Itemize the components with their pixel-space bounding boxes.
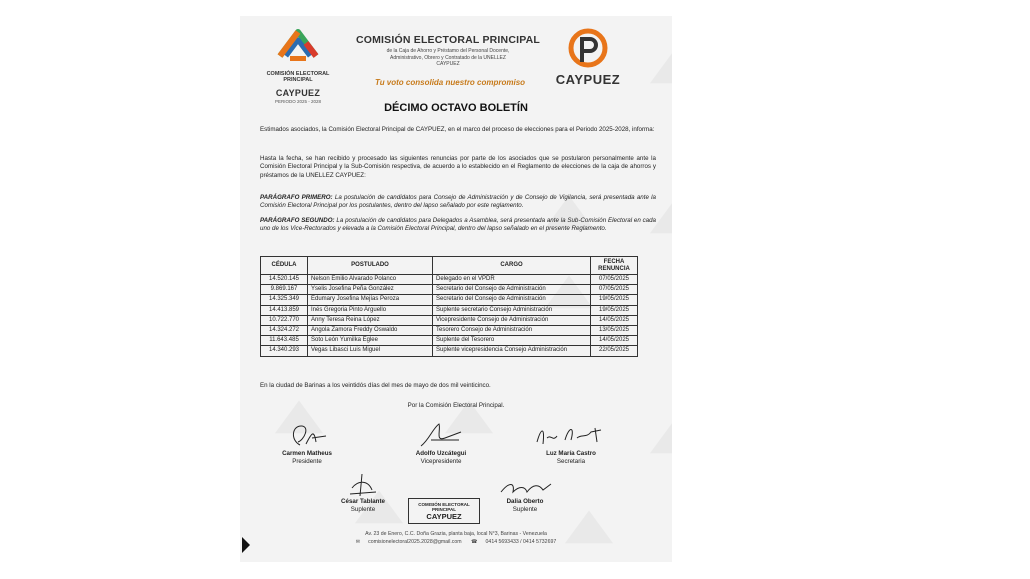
phone-icon: ☎ bbox=[471, 539, 478, 545]
official-stamp: COMISIÓN ELECTORAL PRINCIPAL CAYPUEZ bbox=[408, 498, 480, 524]
footer-contact bbox=[240, 538, 672, 546]
logo-period: PERIODO 2025 - 2028 bbox=[274, 99, 322, 104]
watermark-logo bbox=[645, 416, 672, 456]
table-cell: 14/05/2025 bbox=[591, 336, 638, 346]
column-header: POSTULADO bbox=[308, 257, 433, 275]
table-cell: 07/05/2025 bbox=[591, 275, 638, 285]
table-cell: 14/05/2025 bbox=[591, 315, 638, 325]
table-cell: Secretario del Consejo de Administración bbox=[433, 285, 591, 295]
handwritten-signature bbox=[531, 420, 611, 450]
table-cell: 13/05/2025 bbox=[591, 325, 638, 335]
signature-block: Luz María Castro Secretaria bbox=[526, 420, 616, 466]
caypuez-p-icon bbox=[568, 28, 608, 70]
table-cell: Suplente vicepresidencia Consejo Administración bbox=[433, 346, 591, 356]
email-icon: ✉ bbox=[355, 539, 361, 545]
logo-name: CAYPUEZ bbox=[555, 72, 621, 87]
table-cell: 19/05/2025 bbox=[591, 305, 638, 315]
table-row bbox=[261, 325, 638, 335]
play-arrow-icon[interactable] bbox=[242, 537, 250, 553]
table-cell: 9.869.167 bbox=[261, 285, 308, 295]
table-cell: 14.520.145 bbox=[261, 275, 308, 285]
footer-email: comisionelectoral2025.2028@gmail.com bbox=[368, 539, 462, 545]
bulletin-title: DÉCIMO OCTAVO BOLETÍN bbox=[384, 102, 528, 114]
paragraph-segundo: PARÁGRAFO SEGUNDO: La postulación de candidatos para Delegados a Asamblea, será presentada ante la Sub-Comisión Electoral en cada uno de los Vice-Rectorados y elevada a la Comisión Electoral Principal, dentro del lapso señalado en el presente Reglamento. bbox=[260, 217, 656, 233]
header-title: COMISIÓN ELECTORAL PRINCIPAL bbox=[355, 34, 541, 46]
table-cell: 14.413.859 bbox=[261, 305, 308, 315]
signature-block: Carmen Matheus Presidente bbox=[262, 420, 352, 466]
footer-address: Av. 23 de Enero, C.C. Doña Grazia, planta baja, local N°3, Barinas - Venezuela bbox=[365, 531, 547, 537]
table-cell: 14.340.293 bbox=[261, 346, 308, 356]
table-cell: Edumary Josefina Mejías Peroza bbox=[308, 295, 433, 305]
column-header: CARGO bbox=[433, 257, 591, 275]
table-cell: 14.325.349 bbox=[261, 295, 308, 305]
table-cell: 22/05/2025 bbox=[591, 346, 638, 356]
watermark-logo bbox=[645, 46, 672, 86]
table-cell: 14.324.272 bbox=[261, 325, 308, 335]
table-cell: Suplente secretario Consejo Administración bbox=[433, 305, 591, 315]
table-cell: Secretario del Consejo de Administración bbox=[433, 295, 591, 305]
table-cell: Inés Gregoria Pinto Arguello bbox=[308, 305, 433, 315]
caypuez-logo bbox=[546, 28, 630, 98]
table-row bbox=[261, 285, 638, 295]
table-row bbox=[261, 305, 638, 315]
table-cell: Nelson Emilio Alvarado Polanco bbox=[308, 275, 433, 285]
column-header: CÉDULA bbox=[261, 257, 308, 275]
signature-block: Adolfo Uzcátegui Vicepresidente bbox=[396, 420, 486, 466]
caypuez-house-icon bbox=[276, 26, 320, 68]
signature-block: Dalia Oberto Suplente bbox=[480, 478, 570, 514]
logo-text: COMISIÓN ELECTORAL PRINCIPAL bbox=[266, 71, 330, 83]
handwritten-signature bbox=[495, 478, 555, 498]
handwritten-signature bbox=[338, 470, 388, 498]
column-header: FECHA RENUNCIA bbox=[591, 257, 638, 275]
table-cell: 10.722.770 bbox=[261, 315, 308, 325]
header-subtitle: de la Caja de Ahorro y Préstamo del Personal Docente, Administrativo, Obrero y Contratado de la UNELLEZ CAYPUEZ bbox=[386, 48, 510, 67]
signature-block: César Tablante Suplente bbox=[318, 470, 408, 514]
table-row bbox=[261, 295, 638, 305]
table-cell: Yselis Josefina Peña González bbox=[308, 285, 433, 295]
table-row bbox=[261, 336, 638, 346]
header-slogan: Tu voto consolida nuestro compromiso bbox=[374, 78, 526, 87]
page-footer bbox=[240, 530, 672, 546]
intro-paragraph: Estimados asociados, la Comisión Electoral Principal de CAYPUEZ, en el marco del proceso de elecciones para el Periodo 2025-2028, informa: bbox=[260, 126, 655, 133]
table-cell: Soto León Yumilka Eglee bbox=[308, 336, 433, 346]
closing-text: En la ciudad de Barinas a los veintidós días del mes de mayo de dos mil veinticinco. bbox=[260, 382, 491, 389]
handwritten-signature bbox=[282, 420, 332, 450]
document-page bbox=[240, 16, 672, 562]
table-cell: Vegas Libasci Luis Miguel bbox=[308, 346, 433, 356]
table-row bbox=[261, 315, 638, 325]
table-cell: Angola Zamora Freddy Oswaldo bbox=[308, 325, 433, 335]
paragraph-primero: PARÁGRAFO PRIMERO: La postulación de candidatos para Consejo de Administración y de Consejo de Vigilancia, será presentada ante la Comisión Electoral Principal por los postulantes, dentro del lapso señalado por este reglamento. bbox=[260, 194, 656, 210]
header-center bbox=[348, 34, 548, 68]
table-cell: 07/05/2025 bbox=[591, 285, 638, 295]
table-cell: Anny Teresa Reina López bbox=[308, 315, 433, 325]
logo-brand: CAYPUEZ bbox=[275, 88, 321, 98]
table-cell: Delegado en el VPDR bbox=[433, 275, 591, 285]
table-cell: 19/05/2025 bbox=[591, 295, 638, 305]
por-la-comision-text: Por la Comisión Electoral Principal. bbox=[407, 402, 505, 409]
resignations-table bbox=[260, 256, 638, 357]
table-row bbox=[261, 275, 638, 285]
table-cell: 11.643.485 bbox=[261, 336, 308, 346]
table-cell: Vicepresidente Consejo de Administración bbox=[433, 315, 591, 325]
footer-phones: 0414 5693433 / 0414 5732697 bbox=[485, 539, 557, 545]
table-cell: Tesorero Consejo de Administración bbox=[433, 325, 591, 335]
body-paragraph: Hasta la fecha, se han recibido y procesado las siguientes renuncias por parte de los asociados que se postularon personalmente ante la Comisión Electoral Principal y la Sub-Comisión respectiva, de acuerdo a lo establecido en el Reglamento de elecciones de la caja de ahorros y préstamos de la UNELLEZ CAYPUEZ: bbox=[260, 155, 656, 179]
comision-electoral-logo bbox=[258, 26, 338, 106]
table-row bbox=[261, 346, 638, 356]
table-header-row bbox=[261, 257, 638, 275]
table-cell: Suplente del Tesorero bbox=[433, 336, 591, 346]
handwritten-signature bbox=[411, 420, 471, 450]
